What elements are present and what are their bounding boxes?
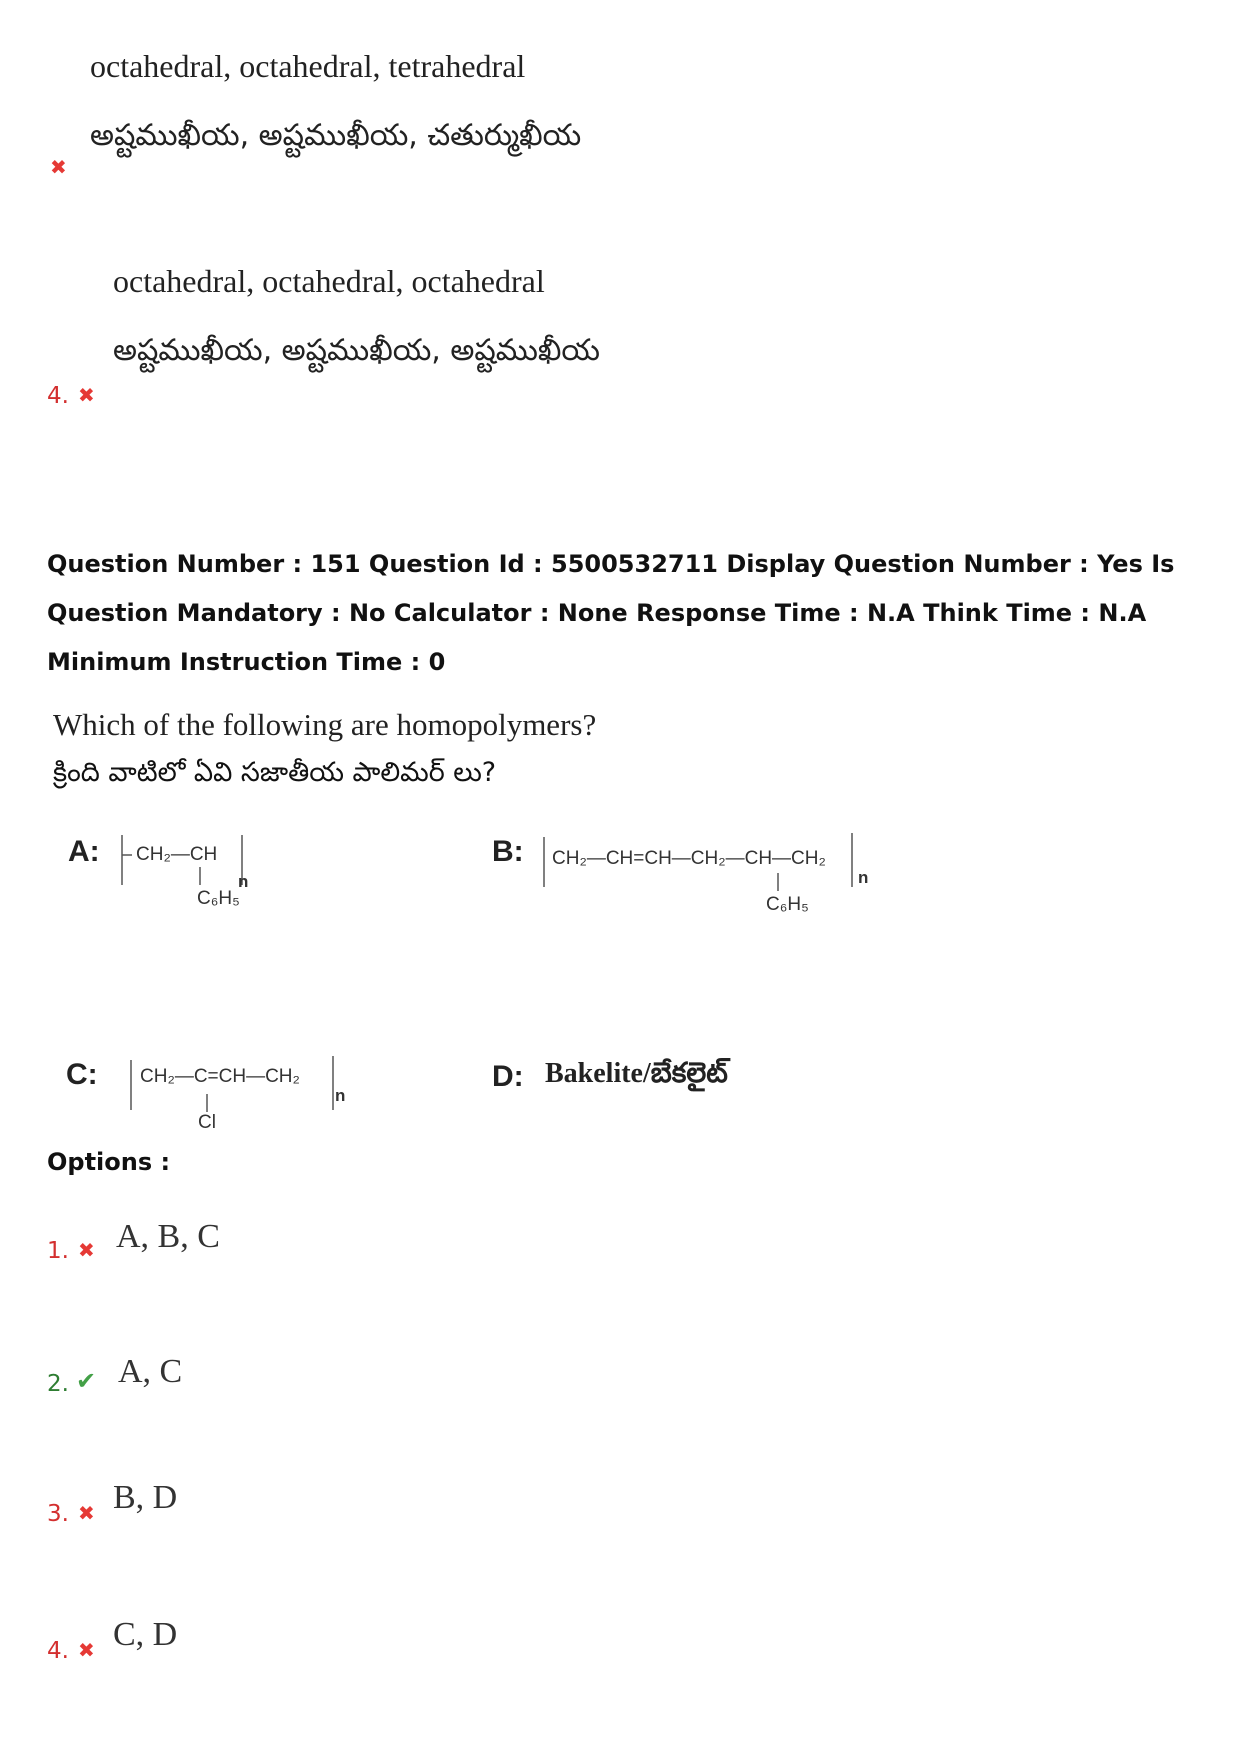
prev-option-4	[0, 255, 900, 415]
option-text: A, C	[118, 1353, 183, 1390]
option-text-te: అష్టముఖీయ, అష్టముఖీయ, చతుర్ముఖీయ	[90, 118, 582, 153]
option-number: 4.	[47, 383, 69, 409]
structure-c-substituent: Cl	[198, 1112, 216, 1133]
option-text-te: అష్టముఖీయ, అష్టముఖీయ, అష్టముఖీయ	[113, 333, 600, 368]
option-3	[0, 1475, 600, 1545]
option-text-en: octahedral, octahedral, tetrahedral	[90, 48, 526, 84]
option-4	[0, 1612, 600, 1682]
option-number: 4.	[47, 1638, 69, 1664]
structure-b-substituent: C₆H₅	[766, 894, 809, 915]
option-text: B, D	[113, 1479, 178, 1516]
structure-c-label: C:	[66, 1058, 98, 1091]
structure-a-substituent: C₆H₅	[197, 888, 240, 909]
prev-option-3	[0, 40, 900, 190]
option-text: A, B, C	[116, 1218, 220, 1255]
structure-a-chain: CH₂—CH	[136, 844, 218, 865]
question-text-te: క్రింది వాటిలో ఏవి సజాతీయ పాలిమర్ లు?	[53, 757, 497, 788]
structure-a-label: A:	[68, 835, 100, 868]
question-meta: Question Number : 151 Question Id : 5500532711 Display Question Number : Yes Is Question Mandatory : No Calculator : None Response Time : N.A Think Time : N.A Minimum Instruction Time : 0	[47, 550, 1175, 676]
structure-b-chain: CH₂—CH=CH—CH₂—CH—CH₂	[552, 848, 826, 869]
structure-c-diagram	[125, 1048, 345, 1138]
option-text: C, D	[113, 1616, 178, 1653]
structure-d-label: D:	[492, 1060, 524, 1093]
option-number: 1.	[47, 1238, 69, 1264]
structure-a-diagram	[118, 825, 268, 915]
cross-icon: ✖	[78, 1638, 95, 1662]
cross-icon: ✖	[78, 383, 95, 407]
structure-d-text: Bakelite/బేకలైట్	[545, 1058, 728, 1089]
structure-b-n: n	[858, 868, 869, 887]
structure-b-diagram	[540, 825, 870, 925]
options-label: Options :	[47, 1148, 171, 1176]
option-2	[0, 1345, 600, 1415]
cross-icon: ✖	[78, 1501, 95, 1525]
option-1	[0, 1210, 600, 1280]
structure-b-label: B:	[492, 835, 524, 868]
option-number: 2.	[47, 1371, 69, 1397]
check-icon: ✔	[76, 1367, 97, 1395]
option-number: 3.	[47, 1501, 69, 1527]
cross-icon: ✖	[50, 155, 67, 179]
cross-icon: ✖	[78, 1238, 95, 1262]
structure-a-n: n	[238, 872, 249, 891]
structure-c-chain: CH₂—C=CH—CH₂	[140, 1066, 300, 1087]
option-text-en: octahedral, octahedral, octahedral	[113, 263, 545, 299]
structure-c-n: n	[335, 1086, 346, 1105]
question-text-en: Which of the following are homopolymers?	[53, 707, 597, 742]
